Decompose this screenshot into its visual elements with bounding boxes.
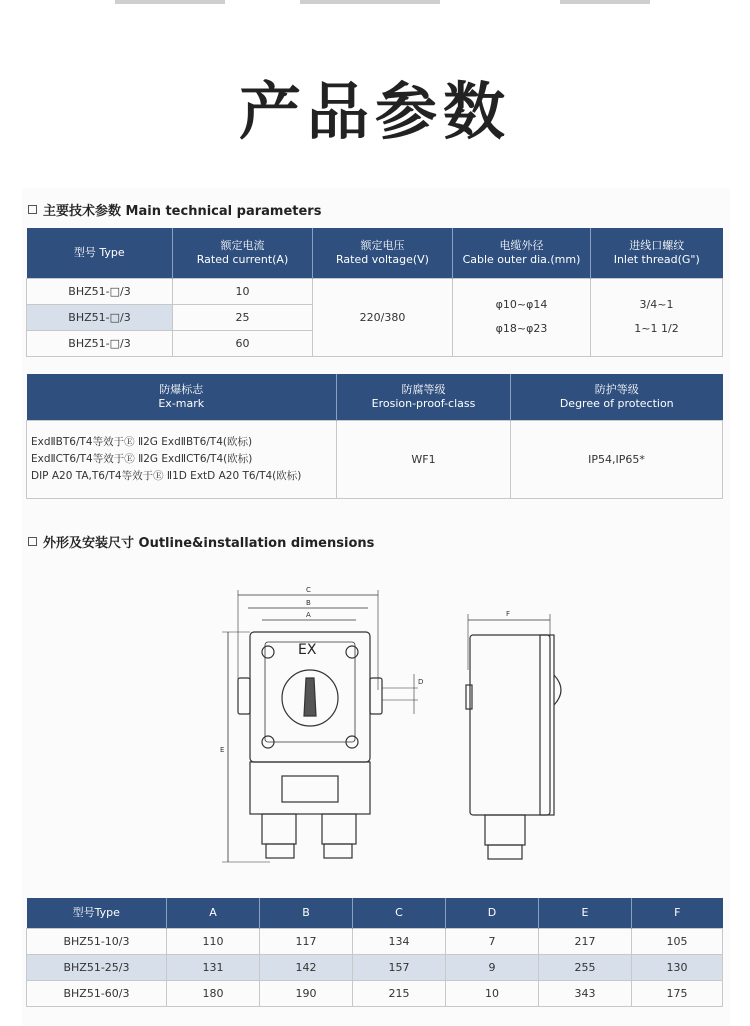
- cell: 157: [353, 954, 446, 980]
- header-f: F: [632, 898, 723, 928]
- cell: BHZ51-25/3: [27, 954, 167, 980]
- header-e: E: [539, 898, 632, 928]
- cell: 343: [539, 980, 632, 1006]
- cell: BHZ51-60/3: [27, 980, 167, 1006]
- header-d: D: [446, 898, 539, 928]
- cell-current: 25: [173, 304, 313, 330]
- page-title: 产品参数: [238, 75, 511, 148]
- cell-type: BHZ51-□/3: [27, 304, 173, 330]
- square-bullet-icon: [28, 205, 37, 214]
- table-row: [27, 420, 723, 498]
- cell-voltage: 220/380: [313, 278, 453, 356]
- cell: 117: [260, 928, 353, 954]
- cell: 105: [632, 928, 723, 954]
- header-type: 型号 Type: [27, 228, 173, 278]
- section-title-outline: [28, 532, 374, 551]
- technical-parameters-table: [26, 228, 723, 357]
- cell: 215: [353, 980, 446, 1006]
- outline-drawing: [210, 580, 600, 875]
- table-row: [27, 278, 723, 304]
- ex-mark-table: [26, 374, 723, 499]
- square-bullet-icon: [28, 537, 37, 546]
- cell: 217: [539, 928, 632, 954]
- cell: 9: [446, 954, 539, 980]
- cell: 130: [632, 954, 723, 980]
- dim-label-e: E: [220, 746, 225, 754]
- cell-ex-marks: ExdⅡBT6/T4等效于Ⓔ Ⅱ2G ExdⅡBT6/T4(欧标) ExdⅡCT6/T4等效于Ⓔ Ⅱ2G ExdⅡCT6/T4(欧标) DIP A20 TA,T6/T4等效于Ⓔ Ⅱ1D ExtD A20 T6/T4(欧标): [27, 420, 337, 498]
- dim-label-c: C: [306, 586, 311, 594]
- cell-inlet-thread: 3/4~1 1~1 1/2: [591, 278, 723, 356]
- dim-label-d: D: [418, 678, 424, 686]
- section-title-text: 外形及安装尺寸 Outline&installation dimensions: [43, 536, 375, 551]
- ex-label: EX: [298, 642, 317, 658]
- cell: 7: [446, 928, 539, 954]
- header-a: A: [167, 898, 260, 928]
- cell: 110: [167, 928, 260, 954]
- header-rated-voltage: 额定电压 Rated voltage(V): [313, 228, 453, 278]
- cell: 175: [632, 980, 723, 1006]
- cell-current: 10: [173, 278, 313, 304]
- header-c: C: [353, 898, 446, 928]
- cell-protection: IP54,IP65*: [511, 420, 723, 498]
- table-row: [27, 980, 723, 1006]
- cell-current: 60: [173, 330, 313, 356]
- cell: 134: [353, 928, 446, 954]
- header-inlet-thread: 进线口螺纹 Inlet thread(G"): [591, 228, 723, 278]
- cell: BHZ51-10/3: [27, 928, 167, 954]
- cell-type: BHZ51-□/3: [27, 330, 173, 356]
- top-edge-lines: [0, 0, 750, 6]
- header-type: 型号Type: [27, 898, 167, 928]
- dim-label-f: F: [506, 610, 511, 618]
- cell: 190: [260, 980, 353, 1006]
- header-ex-mark: 防爆标志 Ex-mark: [27, 374, 337, 420]
- table-header-row: [27, 898, 723, 928]
- dimensions-table: [26, 898, 723, 1007]
- section-title-technical: [28, 200, 321, 219]
- section-title-text: 主要技术参数 Main technical parameters: [43, 204, 322, 219]
- cell-erosion-class: WF1: [337, 420, 511, 498]
- header-cable-dia: 电缆外径 Cable outer dia.(mm): [453, 228, 591, 278]
- cell: 180: [167, 980, 260, 1006]
- dim-label-a: A: [306, 611, 311, 619]
- cell: 255: [539, 954, 632, 980]
- cell: 142: [260, 954, 353, 980]
- header-rated-current: 额定电流 Rated current(A): [173, 228, 313, 278]
- table-row: [27, 928, 723, 954]
- header-b: B: [260, 898, 353, 928]
- cell-cable-dia: φ10~φ14 φ18~φ23: [453, 278, 591, 356]
- cell-type: BHZ51-□/3: [27, 278, 173, 304]
- table-header-row: [27, 374, 723, 420]
- dim-label-b: B: [306, 599, 311, 607]
- table-header-row: [27, 228, 723, 278]
- cell: 10: [446, 980, 539, 1006]
- table-row: [27, 954, 723, 980]
- header-erosion-class: 防腐等级 Erosion-proof-class: [337, 374, 511, 420]
- header-protection: 防护等级 Degree of protection: [511, 374, 723, 420]
- cell: 131: [167, 954, 260, 980]
